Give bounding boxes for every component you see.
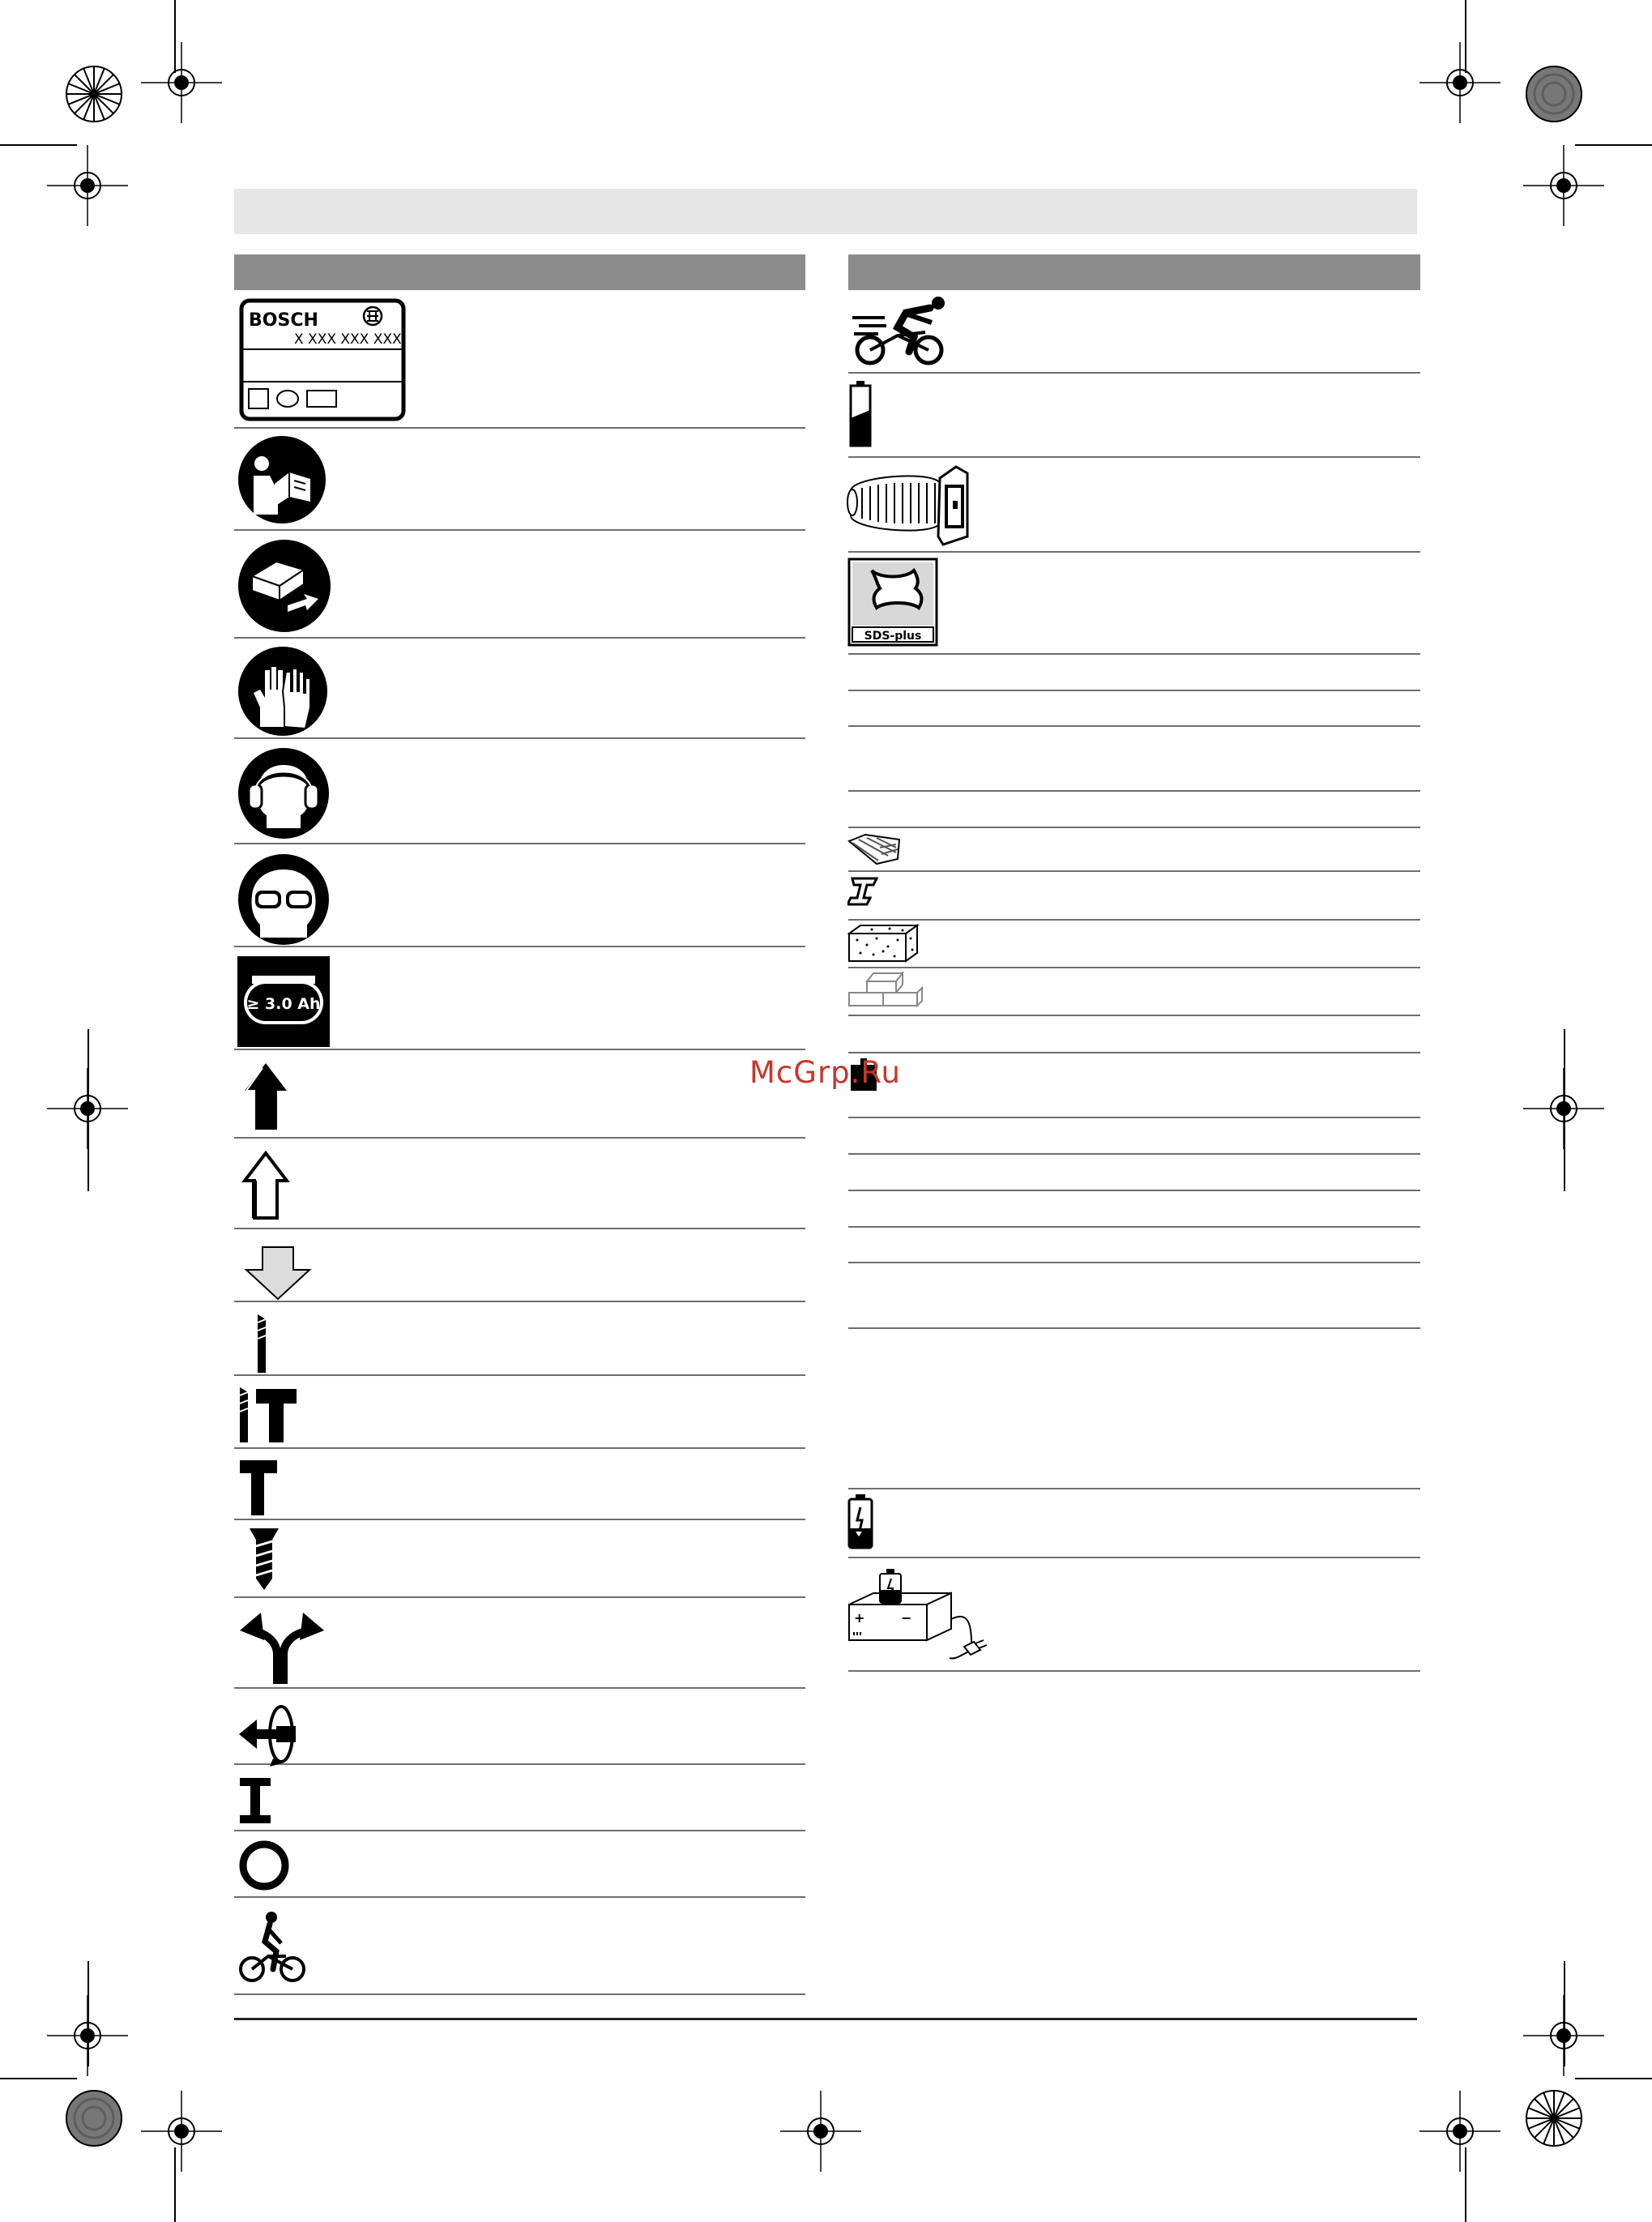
registration-mark-icon: [1419, 42, 1500, 123]
crop-mark: [1575, 2078, 1652, 2079]
row-divider: [234, 843, 805, 844]
row-divider: [848, 1557, 1420, 1558]
battery-level-icon: [848, 379, 874, 449]
chisel-icon: [238, 1459, 280, 1517]
row-divider: [234, 1374, 805, 1376]
registration-mark-icon: [1419, 2091, 1500, 2172]
nameplate-serial: X XXX XXX XXX: [294, 331, 402, 348]
concrete-icon: [847, 922, 920, 964]
row-divider: [848, 1153, 1420, 1155]
battery-charge-icon: [846, 1493, 877, 1551]
row-divider: [848, 372, 1420, 374]
row-divider: [848, 1327, 1420, 1329]
rotation-direction-icon: [237, 1702, 299, 1768]
arrow-up-filled-icon: [241, 1062, 290, 1131]
page-header-bar: [234, 189, 1417, 234]
target-wheel-icon: [1525, 2089, 1583, 2147]
row-divider: [234, 946, 805, 947]
wear-ear-protection-icon: [237, 747, 330, 840]
target-wheel-icon: [65, 65, 123, 123]
steel-icon: [847, 875, 880, 908]
crop-mark: [1575, 144, 1652, 146]
battery-capacity-label: ≥ 3.0 Ah: [246, 995, 321, 1013]
screw-icon: [248, 1527, 280, 1592]
row-divider: [848, 725, 1420, 727]
cyclist-fast-icon: [851, 295, 950, 366]
crop-mark: [1465, 0, 1466, 73]
arrow-down-icon: [243, 1246, 313, 1301]
row-divider: [234, 1447, 805, 1449]
nameplate-icon: [239, 298, 406, 421]
registration-mark-icon: [141, 2091, 222, 2172]
row-divider: [848, 1670, 1420, 1672]
row-divider: [848, 551, 1420, 553]
charger-icon: [846, 1562, 988, 1664]
remove-battery-icon: [237, 539, 331, 633]
row-divider: [234, 637, 805, 639]
crop-mark: [1465, 2147, 1466, 2222]
row-divider: [848, 690, 1420, 691]
gray-wheel-icon: [65, 2089, 123, 2147]
row-divider: [848, 1226, 1420, 1228]
crop-mark: [0, 2078, 77, 2079]
row-divider: [234, 1137, 805, 1139]
right-column-header: [848, 254, 1420, 290]
crop-mark: [1564, 1961, 1565, 2066]
arrow-up-outline-icon: [241, 1151, 290, 1220]
crop-mark: [174, 0, 176, 73]
row-divider: [848, 790, 1420, 792]
crop-mark: [88, 1961, 89, 2066]
nameplate-brand: BOSCH: [249, 310, 318, 331]
wear-eye-protection-icon: [237, 853, 330, 946]
on-icon: [238, 1776, 274, 1825]
row-divider: [848, 1488, 1420, 1489]
direction-fork-icon: [238, 1608, 326, 1686]
sds-plus-icon: [847, 558, 938, 647]
row-divider: [848, 1015, 1420, 1016]
drill-bit-icon: [253, 1313, 271, 1374]
row-divider: [848, 827, 1420, 828]
row-divider: [848, 456, 1420, 458]
dust-extraction-icon: [846, 462, 974, 548]
crop-mark: [88, 1029, 89, 1191]
page-footer-rule: [234, 2018, 1417, 2020]
row-divider: [234, 1896, 805, 1898]
row-divider: [234, 1301, 805, 1302]
battery-capacity-icon: [237, 956, 330, 1047]
row-divider: [234, 1993, 805, 1995]
registration-mark-icon: [780, 2091, 861, 2172]
row-divider: [234, 1519, 805, 1520]
row-divider: [234, 1596, 805, 1598]
row-divider: [234, 737, 805, 739]
svg-text:−: −: [901, 1610, 912, 1626]
wood-icon: [847, 831, 901, 867]
row-divider: [234, 1049, 805, 1050]
crop-mark: [0, 144, 77, 146]
row-divider: [848, 1052, 1420, 1053]
watermark-text: McGrp.Ru: [749, 1055, 901, 1090]
cyclist-slow-icon: [239, 1911, 309, 1985]
crop-mark: [1564, 1029, 1565, 1191]
registration-mark-icon: [1523, 145, 1604, 226]
left-column-header: [234, 254, 805, 290]
crop-mark: [174, 2147, 176, 2222]
row-divider: [848, 1262, 1420, 1263]
hammer-drill-icon: [237, 1386, 300, 1444]
svg-text:+: +: [854, 1610, 865, 1626]
row-divider: [848, 1117, 1420, 1118]
row-divider: [234, 529, 805, 531]
masonry-icon: [847, 970, 924, 1009]
registration-mark-icon: [47, 145, 128, 226]
row-divider: [234, 1830, 805, 1831]
wear-gloves-icon: [237, 646, 328, 737]
row-divider: [848, 1190, 1420, 1191]
row-divider: [848, 919, 1420, 921]
gray-wheel-icon: [1525, 65, 1583, 123]
row-divider: [234, 427, 805, 429]
row-divider: [234, 1687, 805, 1689]
row-divider: [234, 1228, 805, 1229]
registration-mark-icon: [141, 42, 222, 123]
read-manual-icon: [237, 435, 328, 524]
row-divider: [848, 870, 1420, 872]
off-icon: [238, 1840, 290, 1891]
row-divider: [234, 1763, 805, 1765]
sds-plus-label: SDS-plus: [864, 630, 922, 643]
row-divider: [848, 967, 1420, 968]
row-divider: [848, 653, 1420, 655]
